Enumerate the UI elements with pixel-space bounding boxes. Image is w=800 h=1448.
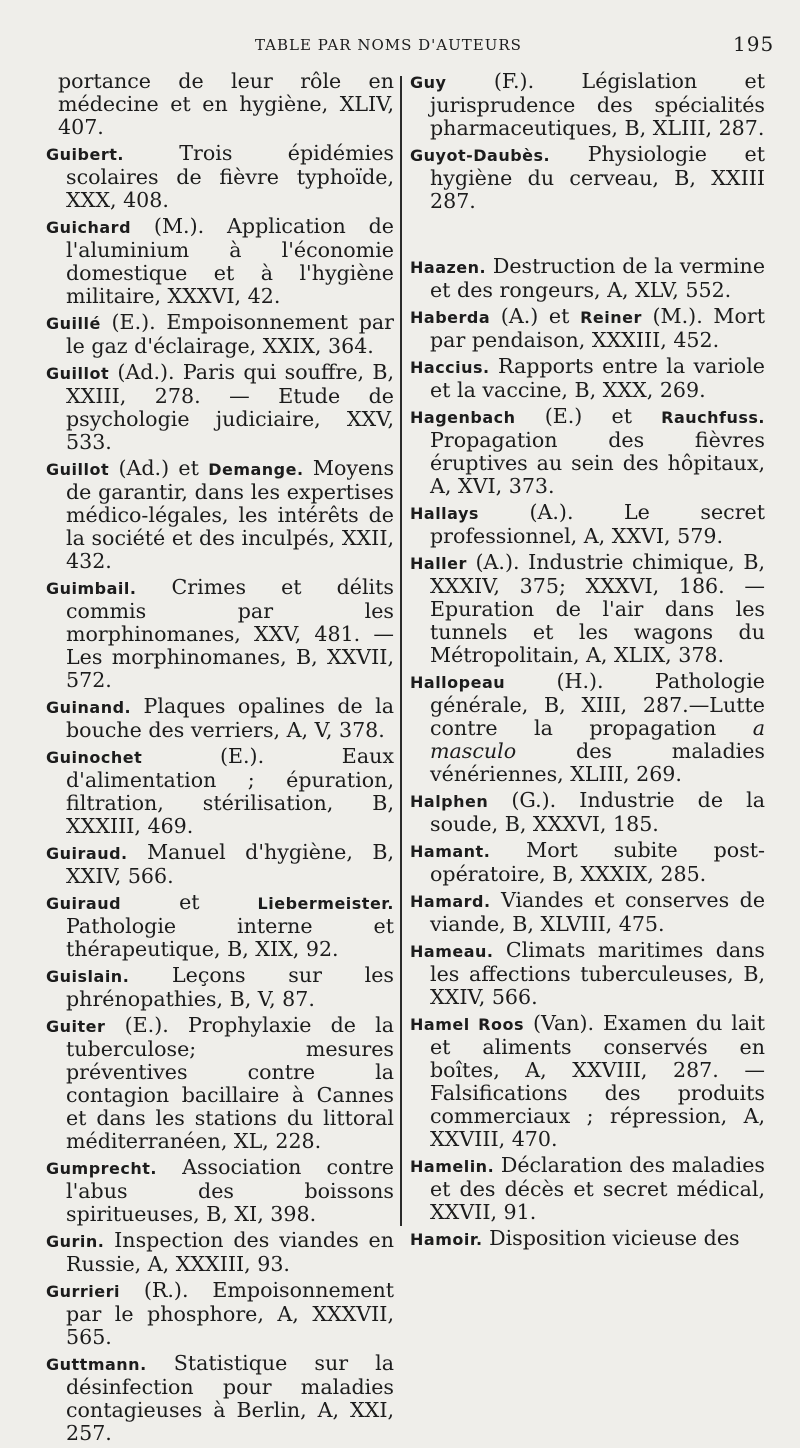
entry-text: Rapports entre la variole et la vaccine, B, XXX, 269. [430, 354, 765, 402]
index-entry [410, 939, 765, 1009]
entry-text-continued: des maladies vénériennes, XLIII, 269. [430, 739, 765, 786]
entry-text: Inspection des viandes en Russie, A, XXXIII, 93. [66, 1228, 395, 1276]
author-name: Halphen [410, 792, 489, 811]
index-entry [46, 311, 394, 358]
index-entry [46, 964, 394, 1011]
index-entry [410, 1012, 765, 1151]
coauthor-name: Reiner [580, 308, 642, 327]
entry-text: Propagation des fièvres éruptives au sein des hôpitaux, A, XVI, 373. [430, 428, 765, 498]
index-entry [410, 355, 765, 402]
index-entry [46, 1352, 394, 1445]
column-divider [400, 76, 402, 1226]
index-entry [410, 789, 765, 836]
entry-text: Plaques opalines de la bouche des verriers, A, V, 378. [66, 694, 394, 742]
entry-text: Association contre l'abus des boissons spiritueuses, B, XI, 398. [66, 1155, 394, 1226]
author-name: Haazen. [410, 258, 487, 277]
index-entry [410, 1154, 765, 1224]
author-name: Guimbail. [46, 579, 137, 598]
index-entry [46, 695, 394, 742]
author-name: Hamel Roos [410, 1015, 524, 1034]
author-name: Guttmann. [46, 1355, 147, 1374]
index-entry [410, 1227, 765, 1251]
entry-text: (F.). Législation et jurisprudence des spécialités pharmaceutiques, B, XLIII, 287. [430, 69, 765, 140]
author-name: Hagenbach [410, 408, 516, 427]
author-name: Guislain. [46, 967, 130, 986]
author-name: Guichard [46, 218, 132, 237]
author-name: Gumprecht. [46, 1159, 157, 1178]
header-title: TABLE PAR NOMS D'AUTEURS [255, 36, 522, 54]
author-name: Guiter [46, 1017, 106, 1036]
running-header [0, 32, 800, 62]
author-name: Hamant. [410, 842, 491, 861]
coauthor-name: Demange. [208, 460, 304, 479]
author-name: Guy [410, 73, 447, 92]
entry-text: (M.). Mort par pendaison, XXXIII, 452. [430, 304, 766, 352]
entry-text: (E.). Prophylaxie de la tuberculose; mesures préventives contre la contagion bacillaire à Cannes et dans les stations du littoral méditerranéen, XL, 228. [66, 1013, 395, 1153]
author-name: Hamoir. [410, 1230, 483, 1249]
author-name: Haller [410, 554, 467, 573]
index-entry [410, 670, 765, 786]
entry-text: (A.). Le secret professionnel, A, XXVI, 579. [430, 500, 765, 548]
page-number: 195 [733, 32, 775, 56]
index-entry [410, 70, 765, 140]
entry-connector: et [179, 890, 200, 914]
entry-text: Mort subite post-opératoire, B, XXXIX, 285. [430, 838, 765, 886]
author-name: Guillé [46, 314, 101, 333]
entry-text: Trois épidémies scolaires de fièvre typhoïde, XXX, 408. [66, 141, 394, 212]
entry-text: Destruction de la vermine et des rongeurs, A, XLV, 552. [430, 254, 766, 302]
entry-text: (A.). Industrie chimique, B, XXXIV, 375; XXXVI, 186. — Epuration de l'air dans les tunnels et les wagons du Métropolitain, A, XLIX, 378. [430, 550, 766, 667]
entry-text: Disposition vicieuse des [489, 1226, 740, 1250]
entry-text: Moyens de garantir, dans les expertises médico-légales, les intérêts de la société et des inculpés, XXII, 432. [66, 456, 395, 573]
author-name: Hamelin. [410, 1157, 495, 1176]
author-name: Guillot [46, 364, 110, 383]
index-entry [46, 745, 394, 838]
entry-text: (H.). Pathologie générale, B, XIII, 287.—Lutte contre la propagation [430, 669, 765, 740]
index-entry [46, 361, 394, 454]
index-entry [46, 1156, 394, 1226]
index-entry [410, 255, 765, 302]
author-name: Guiraud. [46, 844, 128, 863]
index-entry [46, 1279, 394, 1349]
author-name: Haccius. [410, 358, 490, 377]
entry-text: (Ad.). Paris qui souffre, B, XXIII, 278. — Etude de psychologie judiciaire, XXV, 533. [66, 360, 395, 454]
author-name: Guyot-Daubès. [410, 146, 551, 165]
entry-text: Manuel d'hygiène, B, XXIV, 566. [66, 840, 395, 888]
index-entry [46, 215, 394, 308]
index-entry [410, 839, 765, 886]
entry-text: (G.). Industrie de la soude, B, XXXVI, 185. [430, 788, 765, 836]
index-entry [410, 305, 765, 352]
index-entry [410, 405, 765, 498]
index-entry [46, 891, 394, 961]
entry-text: Déclaration des maladies et des décès et secret médical, XXVII, 91. [430, 1153, 765, 1224]
entry-text: Viandes et conserves de viande, B, XLVIII, 475. [430, 888, 766, 936]
author-name: Hallopeau [410, 673, 506, 692]
index-entry [46, 70, 394, 139]
entry-text: (E.). Empoisonnement par le gaz d'éclairage, XXIX, 364. [66, 310, 394, 358]
author-name: Hamard. [410, 892, 491, 911]
entry-connector: (Ad.) et [118, 456, 199, 480]
index-entry [46, 142, 394, 212]
entry-connector: (E.) et [544, 404, 632, 428]
author-name: Guillot [46, 460, 110, 479]
entry-text: (E.). Eaux d'alimentation ; épuration, filtration, stérilisation, B, XXXIII, 469. [66, 744, 394, 838]
author-name: Guiraud [46, 894, 122, 913]
coauthor-name: Liebermeister. [257, 894, 394, 913]
author-name: Guibert. [46, 145, 124, 164]
entry-text: Crimes et délits commis par les morphinomanes, XXV, 481. — Les morphinomanes, B, XXVII, 572. [66, 575, 394, 692]
index-entry [46, 1229, 394, 1276]
entry-italic-text: a masculo [430, 716, 765, 763]
left-column [46, 70, 394, 1448]
entry-text: Leçons sur les phrénopathies, B, V, 87. [66, 963, 394, 1011]
entry-text: Physiologie et hygiène du cerveau, B, XXIII 287. [430, 142, 766, 213]
index-entry [46, 457, 394, 573]
index-entry [46, 576, 394, 692]
author-name: Gurin. [46, 1232, 105, 1251]
entry-text: Pathologie interne et thérapeutique, B, XIX, 92. [66, 914, 394, 961]
author-name: Guinand. [46, 698, 132, 717]
entry-connector: (A.) et [500, 304, 570, 328]
author-name: Hallays [410, 504, 479, 523]
index-entry [410, 551, 765, 667]
coauthor-name: Rauchfuss. [661, 408, 765, 427]
index-entry [410, 889, 765, 936]
entry-text: portance de leur rôle en médecine et en hygiène, XLIV, 407. [58, 69, 394, 139]
index-entry [410, 143, 765, 213]
author-name: Guinochet [46, 748, 143, 767]
author-name: Gurrieri [46, 1282, 121, 1301]
author-name: Haberda [410, 308, 491, 327]
index-entry [46, 841, 394, 888]
right-column [410, 70, 765, 1254]
entry-text: (M.). Application de l'aluminium à l'économie domestique et à l'hygiène militaire, XXXVI, 42. [66, 214, 394, 308]
index-entry [410, 501, 765, 548]
index-entry [46, 1014, 394, 1153]
entry-text: Climats maritimes dans les affections tuberculeuses, B, XXIV, 566. [430, 938, 765, 1009]
author-name: Hameau. [410, 942, 494, 961]
entry-text: Statistique sur la désinfection pour maladies contagieuses à Berlin, A, XXI, 257. [66, 1351, 394, 1445]
entry-text: (R.). Empoisonnement par le phosphore, A, XXXVII, 565. [66, 1278, 394, 1349]
entry-text: (Van). Examen du lait et aliments conservés en boîtes, A, XXVIII, 287. — Falsifications des produits commerciaux ; répression, A, XXVIII, 470. [430, 1011, 766, 1151]
